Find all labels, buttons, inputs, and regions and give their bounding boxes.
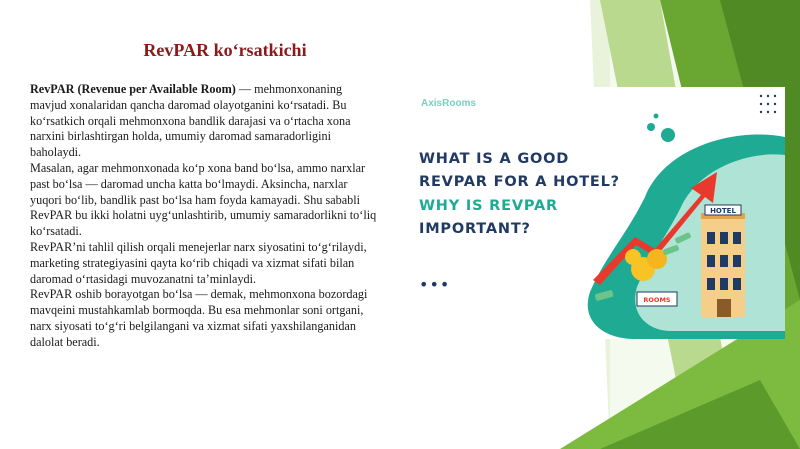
- paragraph-conclusion: RevPAR oshib borayotgan bo‘lsa — demak, mehmonxona bozordagi mavqeini mustahkamlab bormoqda. Bu esa mehmonlar soni ortgani, narx siyosati to‘g‘ri belgilangani va xizmat sifati yaxshilanganidan dalolat beradi.: [30, 287, 368, 349]
- intro-rest: — mehmonxonaning mavjud xonalaridan qancha daromad olayotganini ko‘rsatadi. Bu ko‘rsatkich orqali mehmonxona bandlik darajasi va o‘rtacha xona narxini birlashtirgan holda, umumiy daromad samaradorligini baholaydi.: [30, 82, 351, 160]
- paragraph-example: Masalan, agar mehmonxonada ko‘p xona band bo‘lsa, ammo narxlar past bo‘lsa — daromad uncha katta bo‘lmaydi. Aksincha, narxlar yuqori bo‘lib, bandlik past bo‘lsa ham foyda kamayadi. Shu sababli RevPAR bu ikki holatni uyg‘unlashtirib, umumiy samaradorlikni to‘liq ko‘rsatadi.: [30, 160, 377, 239]
- intro-term: RevPAR (Revenue per Available Room): [30, 82, 236, 96]
- headline-line-4: IMPORTANT?: [419, 221, 531, 237]
- rooms-sign-icon: [637, 292, 677, 306]
- headline-line-3: WHY IS REVPAR: [419, 198, 558, 214]
- paragraph-analysis: RevPAR’ni tahlil qilish orqali menejerlar narx siyosatini to‘g‘rilaydi, marketing strategiyasini qayta ko‘rib chiqadi va xizmat sifati bilan daromad o‘rtasidagi muvozanatni ta’minlaydi.: [30, 239, 367, 286]
- dot-grid-icon: [760, 95, 776, 113]
- headline-line-1: WHAT IS A GOOD: [419, 151, 570, 167]
- headline-line-2: REVPAR FOR A HOTEL?: [419, 174, 620, 190]
- rooms-sign: ROOMS: [643, 296, 671, 304]
- brand-logo: AxisRooms: [421, 98, 477, 109]
- hotel-building-icon: [701, 205, 745, 317]
- ellipsis-icon: •••: [419, 275, 451, 294]
- paragraph-intro: [30, 82, 378, 161]
- body-text: [30, 82, 378, 351]
- hotel-sign: HOTEL: [710, 207, 736, 215]
- slide-title: RevPAR ko‘rsatkichi: [143, 40, 307, 60]
- revpar-infographic: [405, 87, 785, 339]
